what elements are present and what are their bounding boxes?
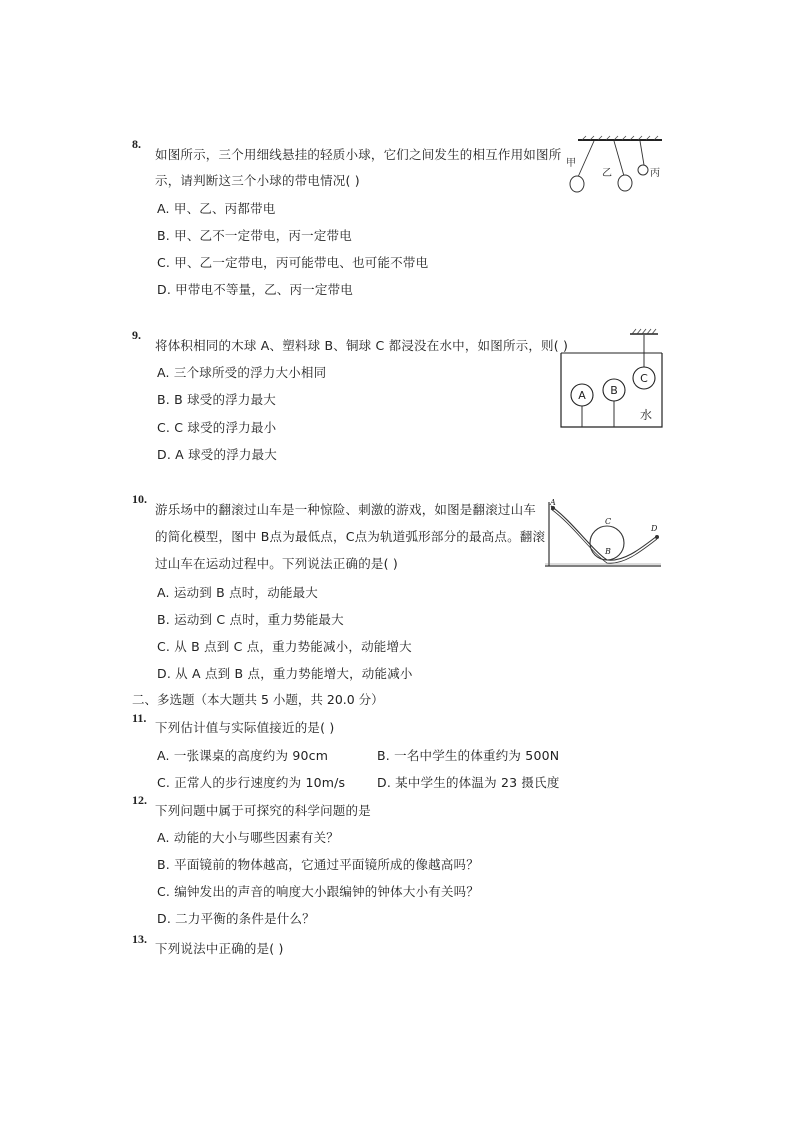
label-point-b: B	[605, 547, 611, 556]
question-stem-line: 下列估计值与实际值接近的是( )	[155, 720, 335, 735]
label-jia: 甲	[566, 158, 576, 169]
option-a: A. 三个球所受的浮力大小相同	[157, 365, 327, 380]
label-ball-a: A	[578, 389, 586, 402]
floating-balls-figure	[558, 327, 666, 429]
option-c: C. 从 B 点到 C 点，重力势能减小，动能增大	[157, 639, 412, 654]
question-stem-line: 将体积相同的木球 A、塑料球 B、铜球 C 都浸没在水中，如图所示，则( )	[155, 338, 569, 353]
option-b: B. 运动到 C 点时，重力势能最大	[157, 612, 344, 627]
option-d: D. 甲带电不等量，乙、丙一定带电	[157, 282, 353, 297]
question-number: 10.	[132, 492, 147, 506]
label-ball-b: B	[610, 384, 618, 397]
question-number: 13.	[132, 932, 147, 946]
option-c: C. 甲、乙一定带电，丙可能带电、也可能不带电	[157, 255, 429, 270]
label-point-d: D	[651, 524, 658, 533]
option-b: B. 平面镜前的物体越高，它通过平面镜所成的像越高吗？	[157, 857, 479, 872]
question-stem-line: 下列问题中属于可探究的科学问题的是	[155, 803, 371, 818]
question-stem-line: 如图所示，三个用细线悬挂的轻质小球，它们之间发生的相互作用如图所	[155, 147, 562, 162]
question-number: 8.	[132, 137, 141, 151]
option-c: C. 编钟发出的声音的响度大小跟编钟的钟体大小有关吗？	[157, 884, 480, 899]
label-point-a: A	[550, 498, 556, 507]
question-stem-line: 的简化模型，图中 B点为最低点，C点为轨道弧形部分的最高点。翻滚	[155, 529, 546, 544]
option-a: A. 一张课桌的高度约为 90cm	[157, 748, 329, 763]
option-c: C. C 球受的浮力最小	[157, 420, 277, 435]
label-point-c: C	[605, 517, 612, 526]
option-c: C. 正常人的步行速度约为 10m/s	[157, 775, 346, 790]
question-stem-line: 示，请判断这三个小球的带电情况( )	[155, 173, 360, 188]
roller-coaster-figure	[543, 494, 665, 570]
option-b: B. 一名中学生的体重约为 500N	[377, 748, 560, 763]
section-heading: 二、多选题（本大题共 5 小题，共 20.0 分）	[132, 692, 384, 707]
option-b: B. 甲、乙不一定带电，丙一定带电	[157, 228, 352, 243]
label-yi: 乙	[602, 168, 612, 179]
question-stem-line: 下列说法中正确的是( )	[155, 941, 284, 956]
question-number: 11.	[132, 711, 147, 725]
hanging-balls-figure	[560, 133, 666, 199]
option-d: D. 二力平衡的条件是什么？	[157, 911, 315, 926]
label-water: 水	[640, 408, 653, 422]
question-stem-line: 游乐场中的翻滚过山车是一种惊险、刺激的游戏，如图是翻滚过山车	[155, 502, 537, 517]
question-number: 12.	[132, 793, 147, 807]
question-number: 9.	[132, 328, 141, 342]
option-d: D. A 球受的浮力最大	[157, 447, 277, 462]
option-d: D. 某中学生的体温为 23 摄氏度	[377, 775, 560, 790]
option-a: A. 甲、乙、丙都带电	[157, 201, 276, 216]
option-d: D. 从 A 点到 B 点，重力势能增大，动能减小	[157, 666, 413, 681]
option-a: A. 动能的大小与哪些因素有关？	[157, 830, 339, 845]
option-b: B. B 球受的浮力最大	[157, 392, 276, 407]
label-bing: 丙	[650, 168, 660, 179]
option-a: A. 运动到 B 点时，动能最大	[157, 585, 319, 600]
label-ball-c: C	[640, 372, 648, 385]
question-stem-line: 过山车在运动过程中。下列说法正确的是( )	[155, 556, 398, 571]
